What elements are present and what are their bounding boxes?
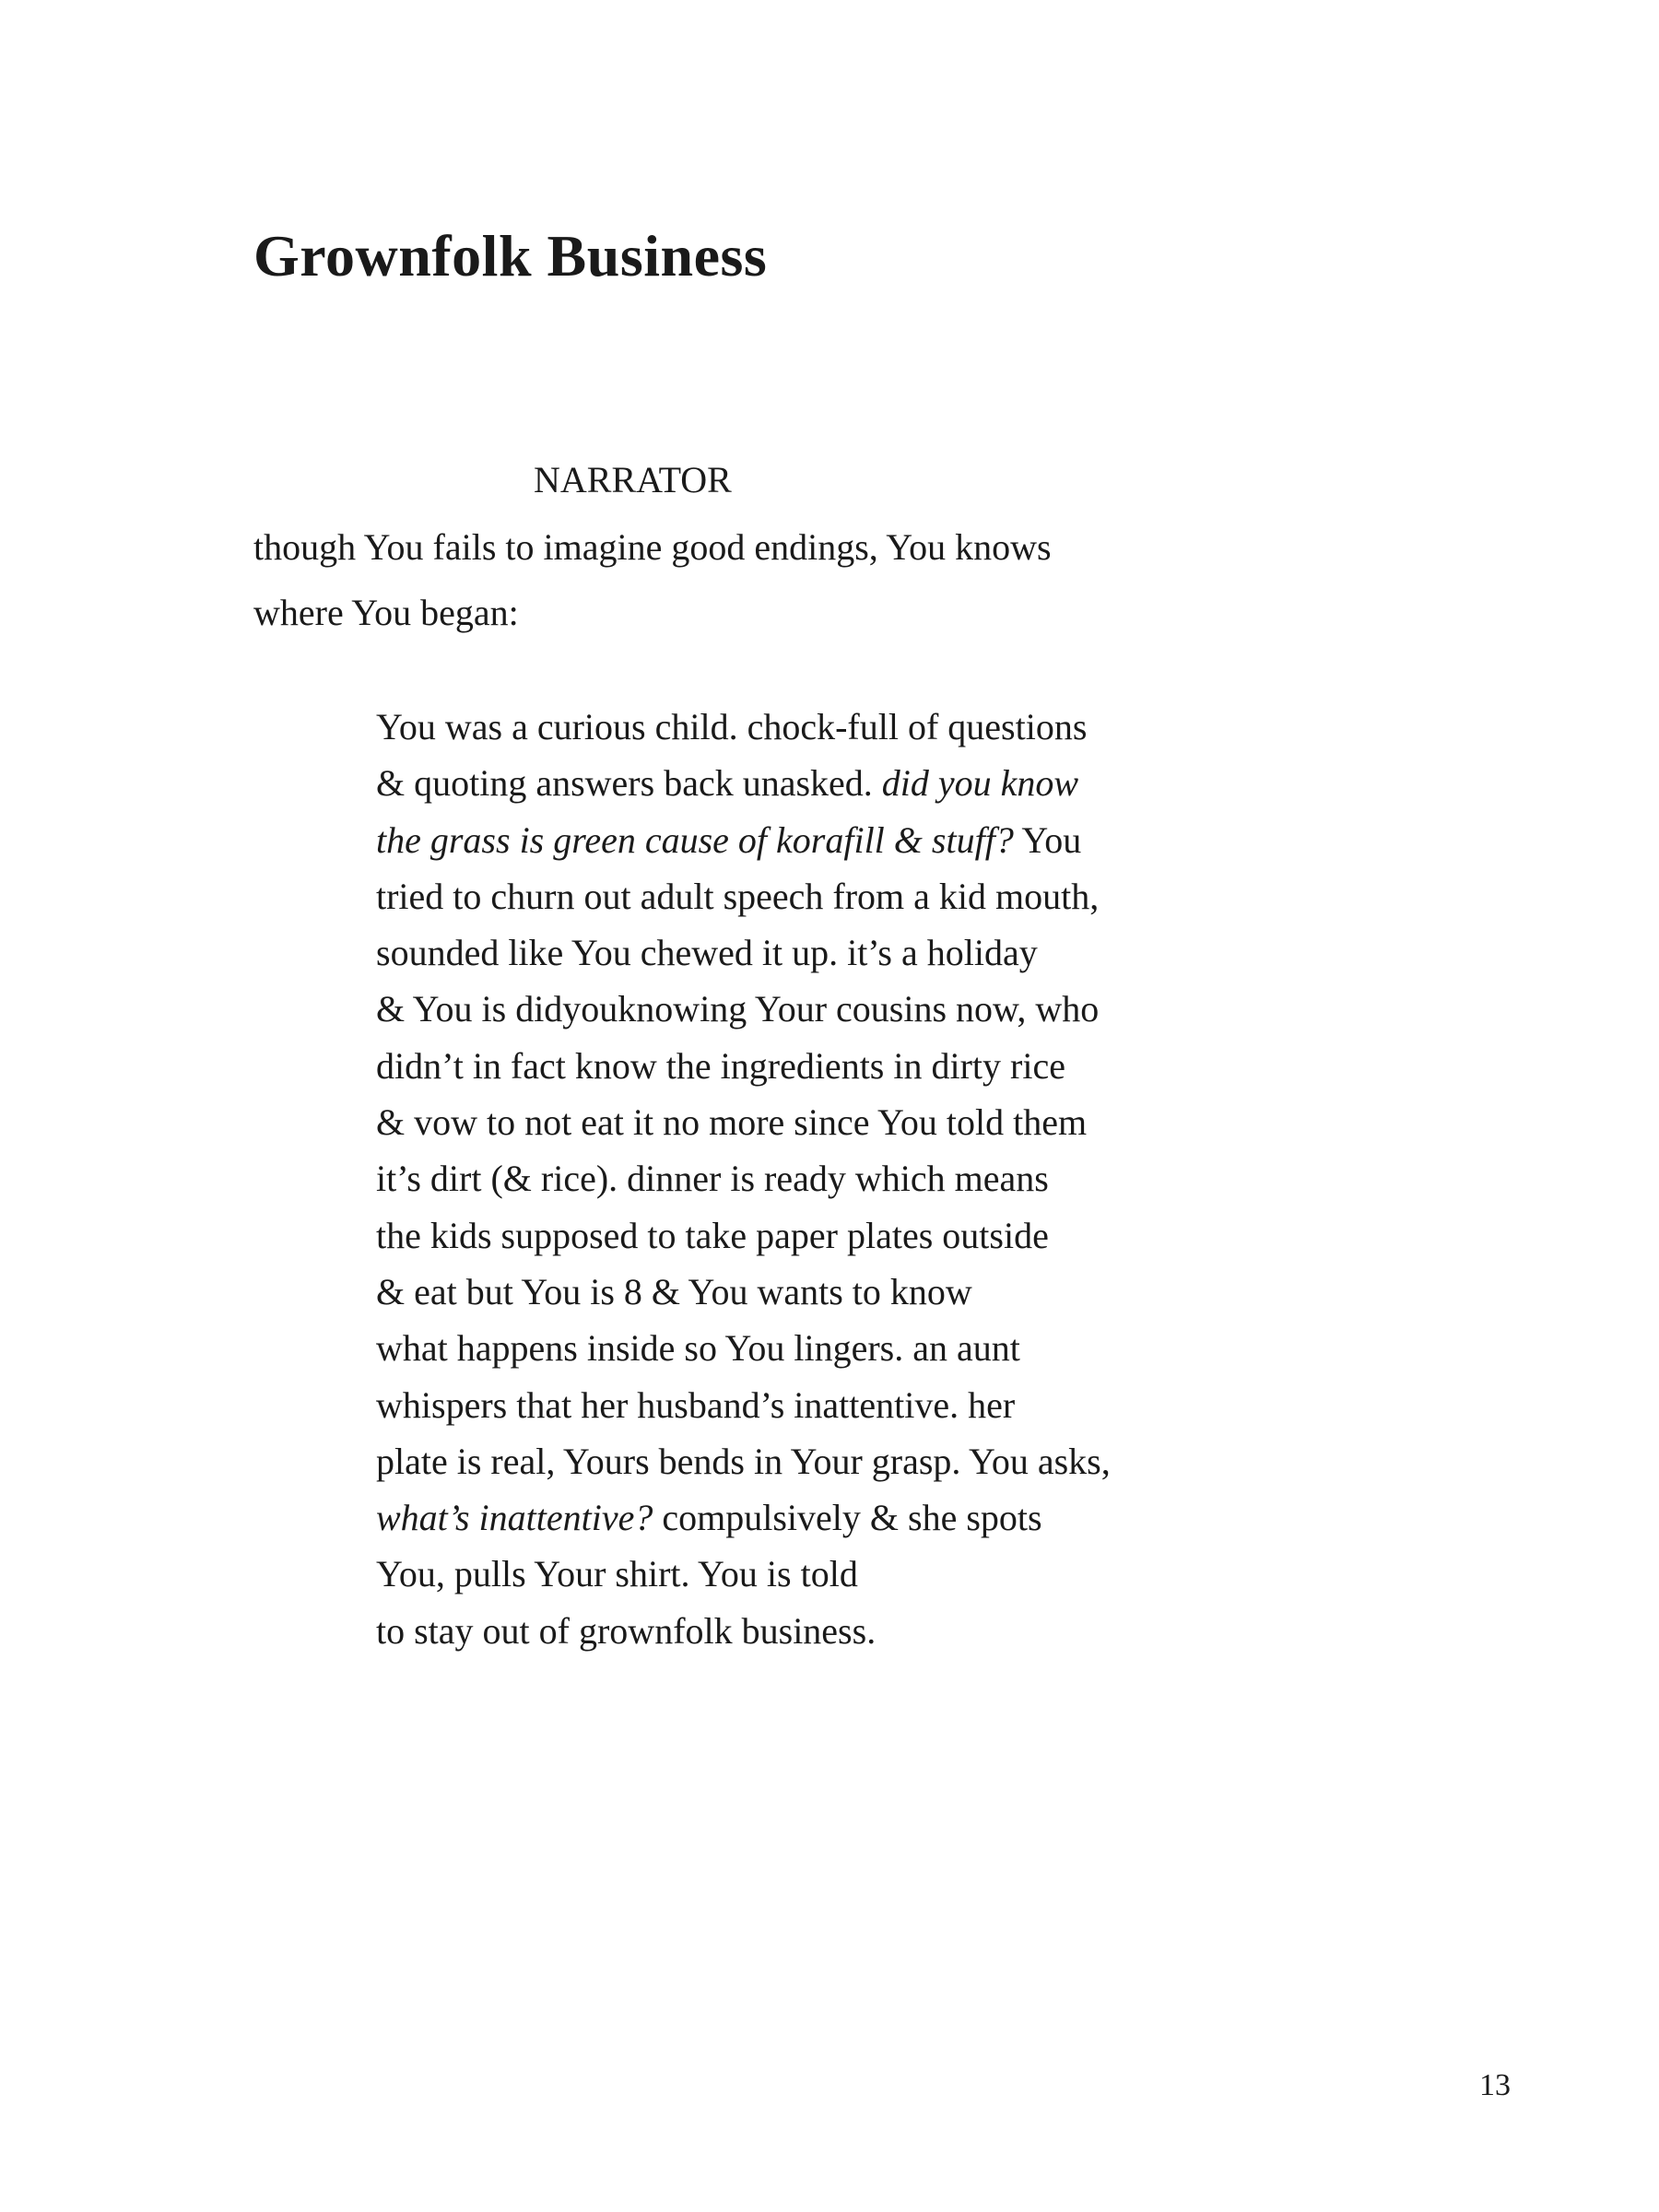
poem-line: sounded like You chewed it up. it’s a holiday xyxy=(376,932,1038,974)
poem-line: plate is real, Yours bends in Your grasp. You asks, xyxy=(376,1440,1111,1482)
poem-italic-text: the grass is green cause of korafill & stuff? xyxy=(376,818,1014,861)
poem-line: it’s dirt (& rice). dinner is ready which means xyxy=(376,1158,1049,1200)
poem-line: tried to churn out adult speech from a kid mouth, xyxy=(376,875,1100,917)
poem-line: & You is didyouknowing Your cousins now, who xyxy=(376,988,1100,1030)
poem-italic-text: did you know xyxy=(881,762,1079,805)
speaker-label: NARRATOR xyxy=(534,459,732,500)
poem-line xyxy=(376,1489,1298,1546)
poem-line xyxy=(376,812,1298,868)
poem-line: You was a curious child. chock-full of questions xyxy=(376,706,1088,747)
poem-stanza xyxy=(376,699,1298,1659)
poem-line: whispers that her husband’s inattentive. her xyxy=(376,1383,1016,1426)
poem-line: to stay out of grownfolk business. xyxy=(376,1609,877,1652)
intro-stanza xyxy=(253,514,1267,645)
poem-italic-text: what’s inattentive? xyxy=(376,1497,653,1539)
page-title: Grownfolk Business xyxy=(253,223,768,288)
poem-line: & eat but You is 8 & You wants to know xyxy=(376,1270,972,1312)
poem-line: the kids supposed to take paper plates outside xyxy=(376,1214,1049,1256)
page-number: 13 xyxy=(1479,2068,1511,2102)
poem-line: didn’t in fact know the ingredients in dirty rice xyxy=(376,1044,1065,1087)
intro-line: where You began: xyxy=(253,592,519,633)
poem-line: what happens inside so You lingers. an aunt xyxy=(376,1327,1020,1370)
poem-line: & vow to not eat it no more since You told them xyxy=(376,1101,1088,1144)
poem-line xyxy=(376,755,1298,811)
poem-line: You, pulls Your shirt. You is told xyxy=(376,1553,858,1595)
intro-line: though You fails to imagine good endings, You knows xyxy=(253,526,1052,568)
poem-text: You xyxy=(1013,818,1082,861)
poem-text: compulsively & she spots xyxy=(653,1497,1042,1539)
poem-text: & quoting answers back unasked. xyxy=(376,762,882,805)
